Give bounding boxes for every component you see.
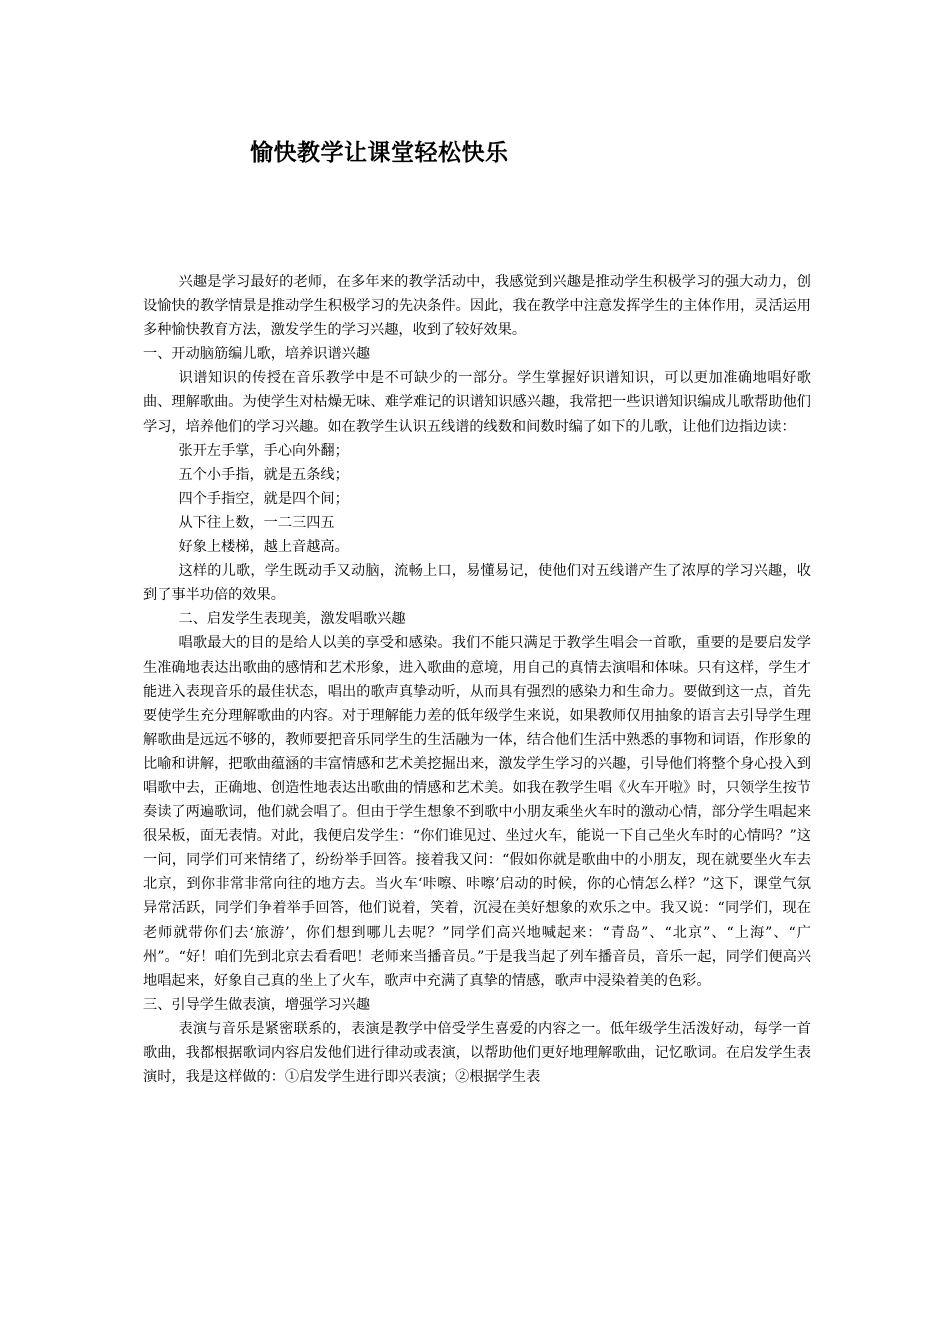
rhyme-line: 好象上楼梯，越上音越高。 (178, 539, 349, 556)
paragraph: 这样的儿歌，学生既动手又动脑，流畅上口，易懂易记，使他们对五线谱产生了浓厚的学习兴趣，收到了事半功倍的效果。 (143, 563, 811, 604)
paragraph: 识谱知识的传授在音乐教学中是不可缺少的一部分。学生掌握好识谱知识，可以更加准确地唱好歌曲、理解歌曲。为使学生对枯燥无味、难学难记的识谱知识感兴趣，我常把一些识谱知识编成儿歌帮助他们学习，培养他们的学习兴趣。如在教学生认识五线谱的线数和间数时编了如下的儿歌，让他们边指边读： (143, 370, 811, 435)
rhyme-line: 五个小手指，就是五条线； (178, 466, 349, 483)
intro-paragraph: 兴趣是学习最好的老师，在多年来的教学活动中，我感觉到兴趣是推动学生积极学习的强大动力，创设愉快的教学情景是推动学生积极学习的先决条件。因此，我在教学中注意发挥学生的主体作用，灵活运用多种愉快教育方法，激发学生的学习兴趣，收到了较好效果。 (143, 274, 811, 339)
section-heading-3: 三、引导学生做表演，增强学习兴趣 (143, 996, 371, 1013)
document-title: 愉快教学让课堂轻松快乐 (250, 139, 509, 166)
rhyme-line: 张开左手掌，手心向外翻； (178, 442, 349, 459)
rhyme-line: 从下往上数，一二三四五 (178, 514, 335, 531)
document-body (143, 270, 811, 1089)
paragraph: 表演与音乐是紧密联系的，表演是教学中倍受学生喜爱的内容之一。低年级学生活泼好动，每学一首歌曲，我都根据歌词内容启发他们进行律动或表演，以帮助他们更好地理解歌曲，记忆歌词。在启发学生表演时，我是这样做的：①启发学生进行即兴表演；②根据学生表 (143, 1020, 811, 1086)
rhyme-line: 四个手指空，就是四个间； (178, 490, 349, 507)
section-heading-1: 一、开动脑筋编儿歌，培养识谱兴趣 (143, 346, 371, 363)
section-heading-2: 二、启发学生表现美，激发唱歌兴趣 (178, 611, 406, 628)
paragraph: 唱歌最大的目的是给人以美的享受和感染。我们不能只满足于教学生唱会一首歌，重要的是要启发学生准确地表达出歌曲的感情和艺术形象，进入歌曲的意境，用自己的真情去演唱和体味。只有这样，学生才能进入表现音乐的最佳状态，唱出的歌声真挚动听，从而具有强烈的感染力和生命力。要做到这一点，首先要使学生充分理解歌曲的内容。对于理解能力差的低年级学生来说，如果教师仅用抽象的语言去引导学生理解歌曲是远远不够的，教师要把音乐同学生的生活融为一体，结合他们生活中熟悉的事物和词语，作形象的比喻和讲解，把歌曲蕴涵的丰富情感和艺术美挖掘出来，激发学生学习的兴趣，引导他们将整个身心投入到唱歌中去，正确地、创造性地表达出歌曲的情感和艺术美。如我在教学生唱《火车开啦》时，只领学生按节奏读了两遍歌词，他们就会唱了。但由于学生想象不到歌中小朋友乘坐火车时的激动心情，部分学生唱起来很呆板，面无表情。对此，我便启发学生：“你们谁见过、坐过火车，能说一下自己坐火车时的心情吗？”这一问，同学们可来情绪了，纷纷举手回答。接着我又问：“假如你就是歌曲中的小朋友，现在就要坐火车去北京，到你非常非常向往的地方去。当火车‘咔嚓、咔嚓’启动的时候，你的心情怎么样？”这下，课堂气氛异常活跃，同学们争着举手回答，他们说着，笑着，沉浸在美好想象的欢乐之中。我又说：“同学们，现在老师就带你们去‘旅游’，你们想到哪儿去呢？”同学们高兴地喊起来：“青岛”、“北京”、“上海”、“广州”。“好！咱们先到北京去看看吧！老师来当播音员。”于是我当起了列车播音员，音乐一起，同学们便高兴地唱起来，好象自己真的坐上了火车，歌声中充满了真挚的情感，歌声中浸染着美的色彩。 (143, 635, 811, 989)
